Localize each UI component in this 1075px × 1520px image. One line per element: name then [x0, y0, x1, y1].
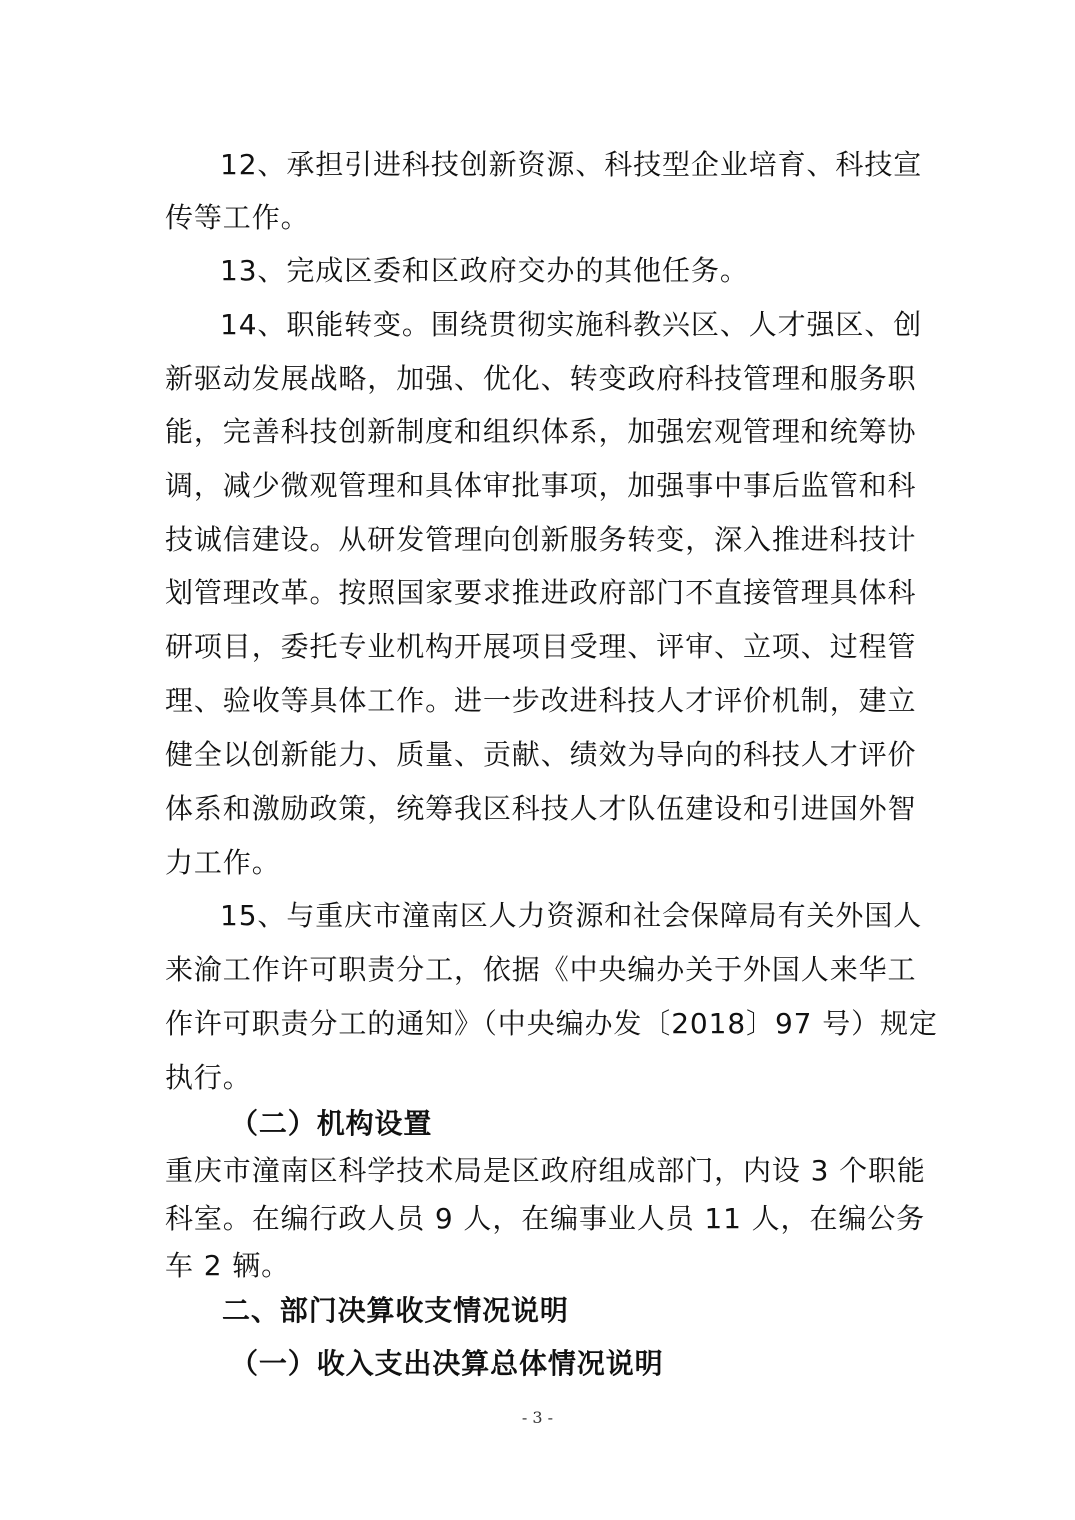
text-line-18: 执行。	[165, 1061, 252, 1094]
text-line-16: 来渝工作许可职责分工，依据《中央编办关于外国人来华工	[165, 953, 917, 986]
text-line-22: 车 2 辆。	[165, 1249, 291, 1282]
section-heading-org-setup: （二）机构设置	[230, 1107, 433, 1140]
text-line-2: 传等工作。	[165, 201, 310, 234]
text-line-9: 划管理改革。按照国家要求推进政府部门不直接管理具体科	[165, 576, 917, 609]
text-line-4: 14、职能转变。围绕贯彻实施科教兴区、人才强区、创	[220, 308, 923, 341]
text-line-1: 12、承担引进科技创新资源、科技型企业培育、科技宣	[220, 148, 923, 181]
text-line-13: 体系和激励政策，统筹我区科技人才队伍建设和引进国外智	[165, 792, 917, 825]
text-line-12: 健全以创新能力、质量、贡献、绩效为导向的科技人才评价	[165, 738, 917, 771]
page-number: - 3 -	[521, 1408, 554, 1427]
text-line-10: 研项目，委托专业机构开展项目受理、评审、立项、过程管	[165, 630, 917, 663]
text-line-14: 力工作。	[165, 846, 281, 879]
text-line-8: 技诚信建设。从研发管理向创新服务转变，深入推进科技计	[165, 523, 917, 556]
text-line-15: 15、与重庆市潼南区人力资源和社会保障局有关外国人	[220, 899, 923, 932]
text-line-11: 理、验收等具体工作。进一步改进科技人才评价机制，建立	[165, 684, 917, 717]
text-line-5: 新驱动发展战略，加强、优化、转变政府科技管理和服务职	[165, 362, 917, 395]
text-line-17: 作许可职责分工的通知》（中央编办发〔2018〕97 号）规定	[165, 1007, 938, 1040]
text-line-20: 重庆市潼南区科学技术局是区政府组成部门，内设 3 个职能	[165, 1154, 926, 1187]
text-line-7: 调，减少微观管理和具体审批事项，加强事中事后监管和科	[165, 469, 917, 502]
section-heading-summary: （一）收入支出决算总体情况说明	[230, 1347, 664, 1380]
section-heading-budget: 二、部门决算收支情况说明	[222, 1294, 569, 1327]
text-line-6: 能，完善科技创新制度和组织体系，加强宏观管理和统筹协	[165, 415, 917, 448]
text-line-3: 13、完成区委和区政府交办的其他任务。	[220, 254, 749, 287]
text-line-21: 科室。在编行政人员 9 人，在编事业人员 11 人，在编公务	[165, 1202, 926, 1235]
